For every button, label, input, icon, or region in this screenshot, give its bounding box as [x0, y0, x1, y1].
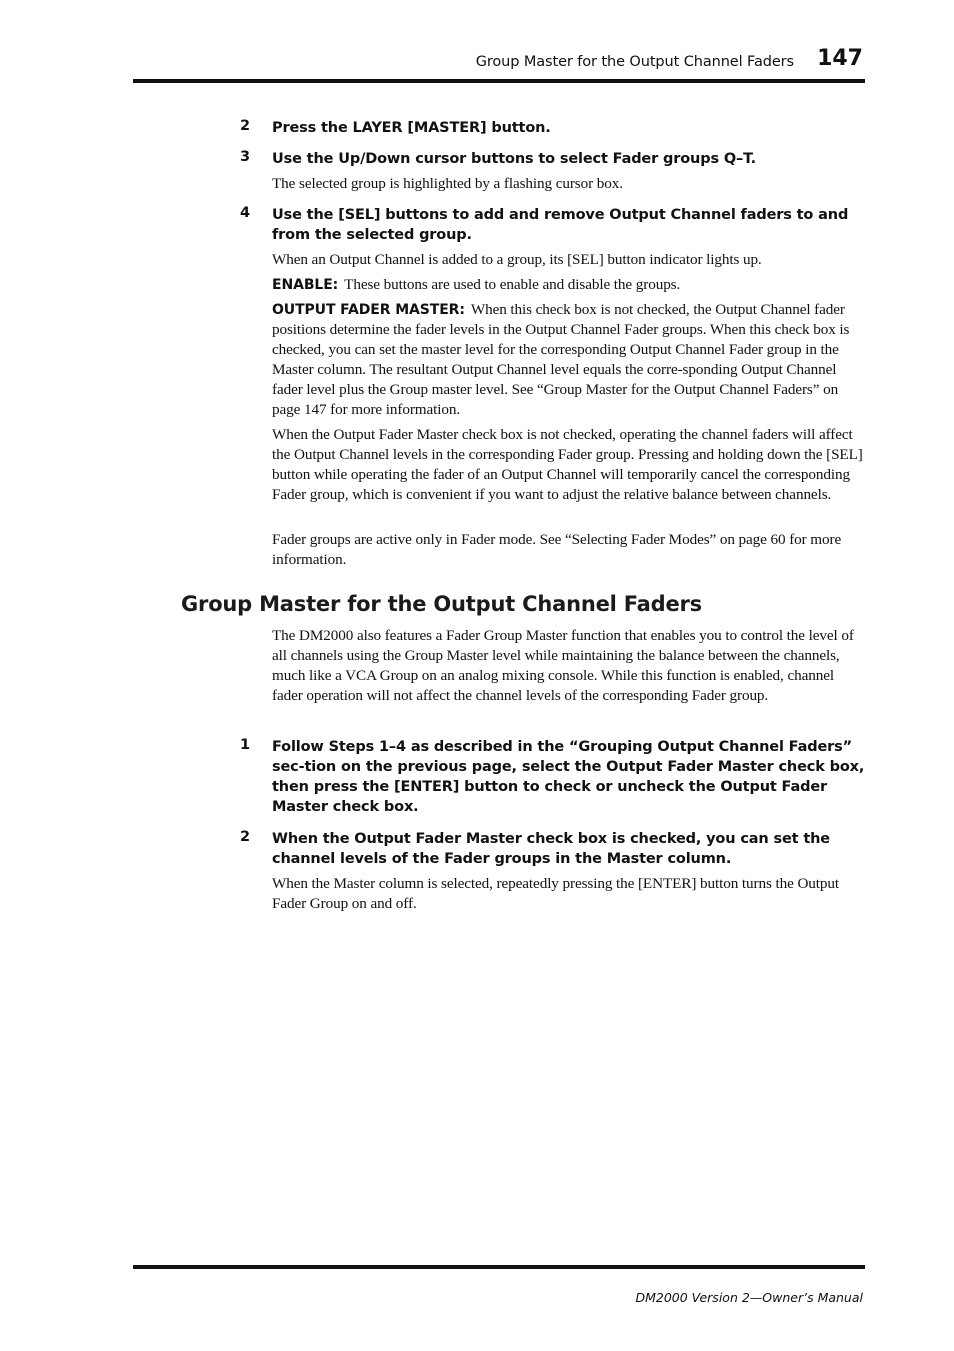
footer-rule — [133, 1265, 865, 1269]
step-number: 2 — [240, 118, 251, 134]
step-text: Follow Steps 1–4 as described in the “Grouping Output Channel Faders” sec-tion on the previous page, select the Output Fader Master check box, then press the [ENTER] button to check or uncheck the Output Fader Master check box. — [272, 739, 865, 815]
enable-definition — [272, 275, 864, 295]
enable-text: These buttons are used to enable and disable the groups. — [344, 276, 681, 293]
footer-text: DM2000 Version 2—Owner’s Manual — [635, 1290, 863, 1305]
step-4-note: When an Output Channel is added to a group, its [SEL] button indicator lights up. — [272, 251, 762, 268]
fader-mode-paragraph: Fader groups are active only in Fader mode. See “Selecting Fader Modes” on page 60 for more information. — [272, 531, 842, 568]
section-intro: The DM2000 also features a Fader Group Master function that enables you to control the level of all channels using the Group Master level while maintaining the balance between the channels, much like a VCA Group on an analog mixing console. While this function is enabled, channel fader operation will not affect the channel levels of the corresponding Fader group. — [272, 627, 854, 704]
step-3-note: The selected group is highlighted by a flashing cursor box. — [272, 175, 623, 192]
step-number: 4 — [240, 205, 251, 221]
step-number: 1 — [240, 737, 251, 753]
enable-label: ENABLE: — [272, 277, 339, 293]
output-fader-master-text: When this check box is not checked, the Output Channel fader positions determine the fader levels in the Output Channel Fader groups. When this check box is checked, you can set the master level for the corresponding Output Channel Fader group in the Master column. The resultant Output Channel level equals the corre-sponding Output Channel fader level plus the Group master level. See “Group Master for the Output Channel Faders” on page 147 for more information. — [272, 301, 850, 418]
header-title: Group Master for the Output Channel Faders — [475, 54, 794, 70]
section-title: Group Master for the Output Channel Faders — [181, 592, 702, 616]
page-number: 147 — [817, 46, 863, 71]
step-number: 2 — [240, 829, 251, 845]
master-column-note: When the Master column is selected, repeatedly pressing the [ENTER] button turns the Output Fader Group on and off. — [272, 875, 840, 912]
output-fader-master-definition — [272, 300, 864, 420]
step-text: When the Output Fader Master check box is checked, you can set the channel levels of the Fader groups in the Master column. — [272, 831, 830, 867]
unchecked-behavior-paragraph: When the Output Fader Master check box is not checked, operating the channel faders will affect the Output Channel levels in the corresponding Fader group. Pressing and holding down the [SEL] button while operating the fader of an Output Channel will temporarily cancel the corresponding Fader group, which is convenient if you want to adjust the relative balance between channels. — [272, 426, 863, 503]
header-rule — [133, 79, 865, 83]
step-number: 3 — [240, 149, 251, 165]
step-text: Use the [SEL] buttons to add and remove Output Channel faders to and from the selected group. — [272, 207, 849, 243]
output-fader-master-label: OUTPUT FADER MASTER: — [272, 302, 465, 318]
step-text: Press the LAYER [MASTER] button. — [272, 120, 551, 136]
step-text: Use the Up/Down cursor buttons to select Fader groups Q–T. — [272, 151, 757, 167]
